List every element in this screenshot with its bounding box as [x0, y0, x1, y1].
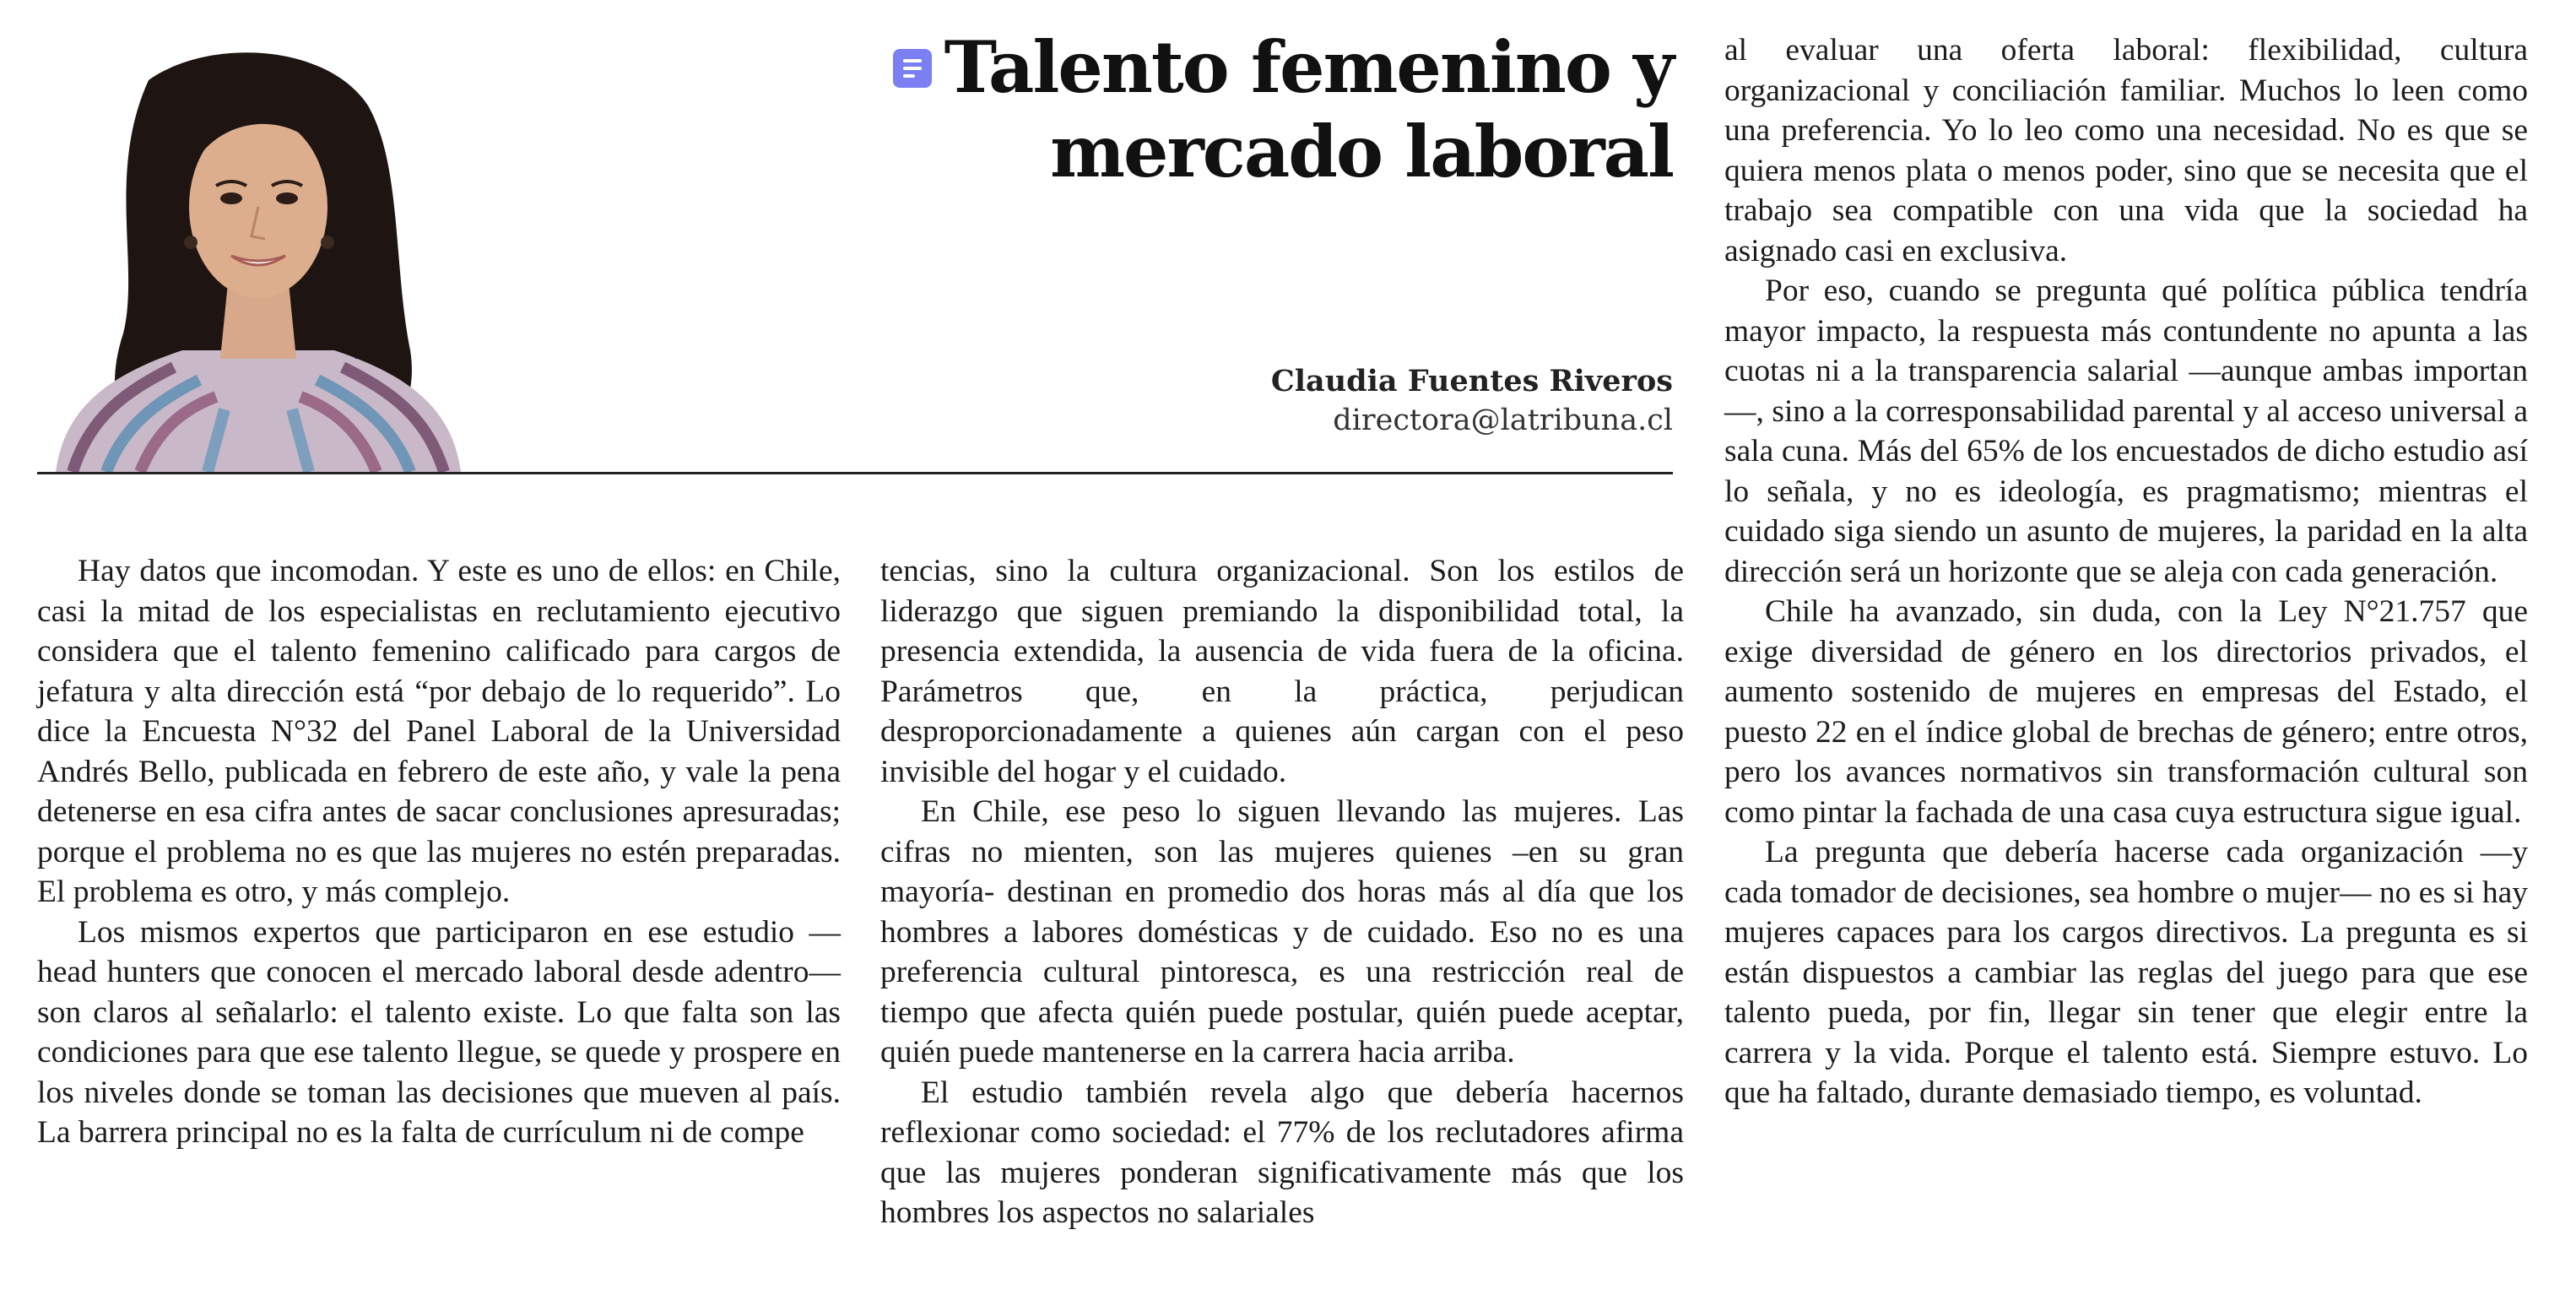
paragraph: La pregunta que debería hacerse cada organización —y cada tomador de decisiones, sea hombre o mujer— no es si hay mujeres capaces para los cargos directivos. La pregunta es si están dispuestos a cambiar las reglas del juego para que ese talento pueda, por fin, llegar sin tener que elegir entre la carrera y la vida. Porque el talento está. Siempre estuvo. Lo que ha faltado, durante demasiado tiempo, es voluntad.	[1724, 835, 2528, 1110]
paragraph: Los mismos expertos que participaron en ese estudio —head hunters que conocen el mercado laboral desde adentro— son claros al señalarlo: el talento existe. Lo que falta son las condiciones para que ese talento llegue, se quede y prospere en los niveles donde se toman las decisiones que mueven al país. La barrera principal no es la falta de currículum ni de compe	[37, 914, 841, 1150]
paragraph: Por eso, cuando se pregunta qué política pública tendría mayor impacto, la respuesta más contundente no apunta a las cuotas ni a la transparencia salarial —aunque ambas importan—, sino a la corresponsabilidad parental y al acceso universal a sala cuna. Más del 65% de los encuestados de dicho estudio así lo señala, y no es ideología, es pragmatismo; mientras el cuidado siga siendo un asunto de mujeres, la paridad en la alta dirección será un horizonte que se aleja con cada generación.	[1724, 274, 2528, 589]
paragraph: Chile ha avanzado, sin duda, con la Ley N°21.757 que exige diversidad de género en los directorios privados, el aumento sostenido de mujeres en empresas del Estado, el puesto 22 en el índice global de brechas de género; entre otros, pero los avances normativos sin transformación cultural son como pintar la fachada de una casa cuya estructura sigue igual.	[1724, 594, 2528, 830]
paragraph: tencias, sino la cultura organizacional. Son los estilos de liderazgo que siguen premiando la disponibilidad total, la presencia extendida, la ausencia de vida fuera de la oficina. Parámetros que, en la práctica, perjudican desproporcionadamente a quienes aún cargan con el peso invisible del hogar y el cuidado.	[880, 554, 1684, 789]
header-rule	[37, 472, 1673, 474]
article-headline: Talento femenino y mercado laboral	[944, 25, 1673, 193]
article-column-2	[880, 551, 1684, 1233]
author-name: Claudia Fuentes Riveros	[1270, 364, 1673, 398]
paragraph: El estudio también revela algo que debería hacernos reflexionar como sociedad: el 77% de los reclutadores afirma que las mujeres ponderan significativamente más que los hombres los aspectos no salariales	[880, 1075, 1684, 1230]
paragraph: Hay datos que incomodan. Y este es uno de ellos: en Chile, casi la mitad de los especialistas en reclutamiento ejecutivo considera que el talento femenino calificado para cargos de jefatura y alta dirección está “por debajo de lo requerido”. Lo dice la Encuesta N°32 del Panel Laboral de la Universidad Andrés Bello, publicada en febrero de este año, y vale la pena detenerse en esa cifra antes de sacar conclusiones apresuradas; porque el problema no es que las mujeres no estén preparadas. El problema es otro, y más complejo.	[37, 554, 841, 909]
paragraph: al evaluar una oferta laboral: flexibilidad, cultura organizacional y conciliación familiar. Muchos lo leen como una preferencia. Yo lo leo como una necesidad. No es que se quiera menos plata o menos poder, sino que se necesita que el trabajo sea compatible con una vida que la sociedad ha asignado casi en exclusiva.	[1724, 33, 2528, 268]
article-column-1	[37, 551, 841, 1153]
author-photo	[56, 46, 461, 472]
paragraph: En Chile, ese peso lo siguen llevando las mujeres. Las cifras no mienten, son las mujeres quienes –en su gran mayoría- destinan en promedio dos horas más al día que los hombres a labores domésticas y de cuidado. Eso no es una preferencia cultural pintoresca, es una restricción real de tiempo que afecta quién puede postular, quién puede aceptar, quién puede mantenerse en la carrera hacia arriba.	[880, 794, 1684, 1070]
author-email[interactable]: directora@latribuna.cl	[1333, 404, 1673, 437]
article-column-3	[1724, 30, 2528, 1113]
